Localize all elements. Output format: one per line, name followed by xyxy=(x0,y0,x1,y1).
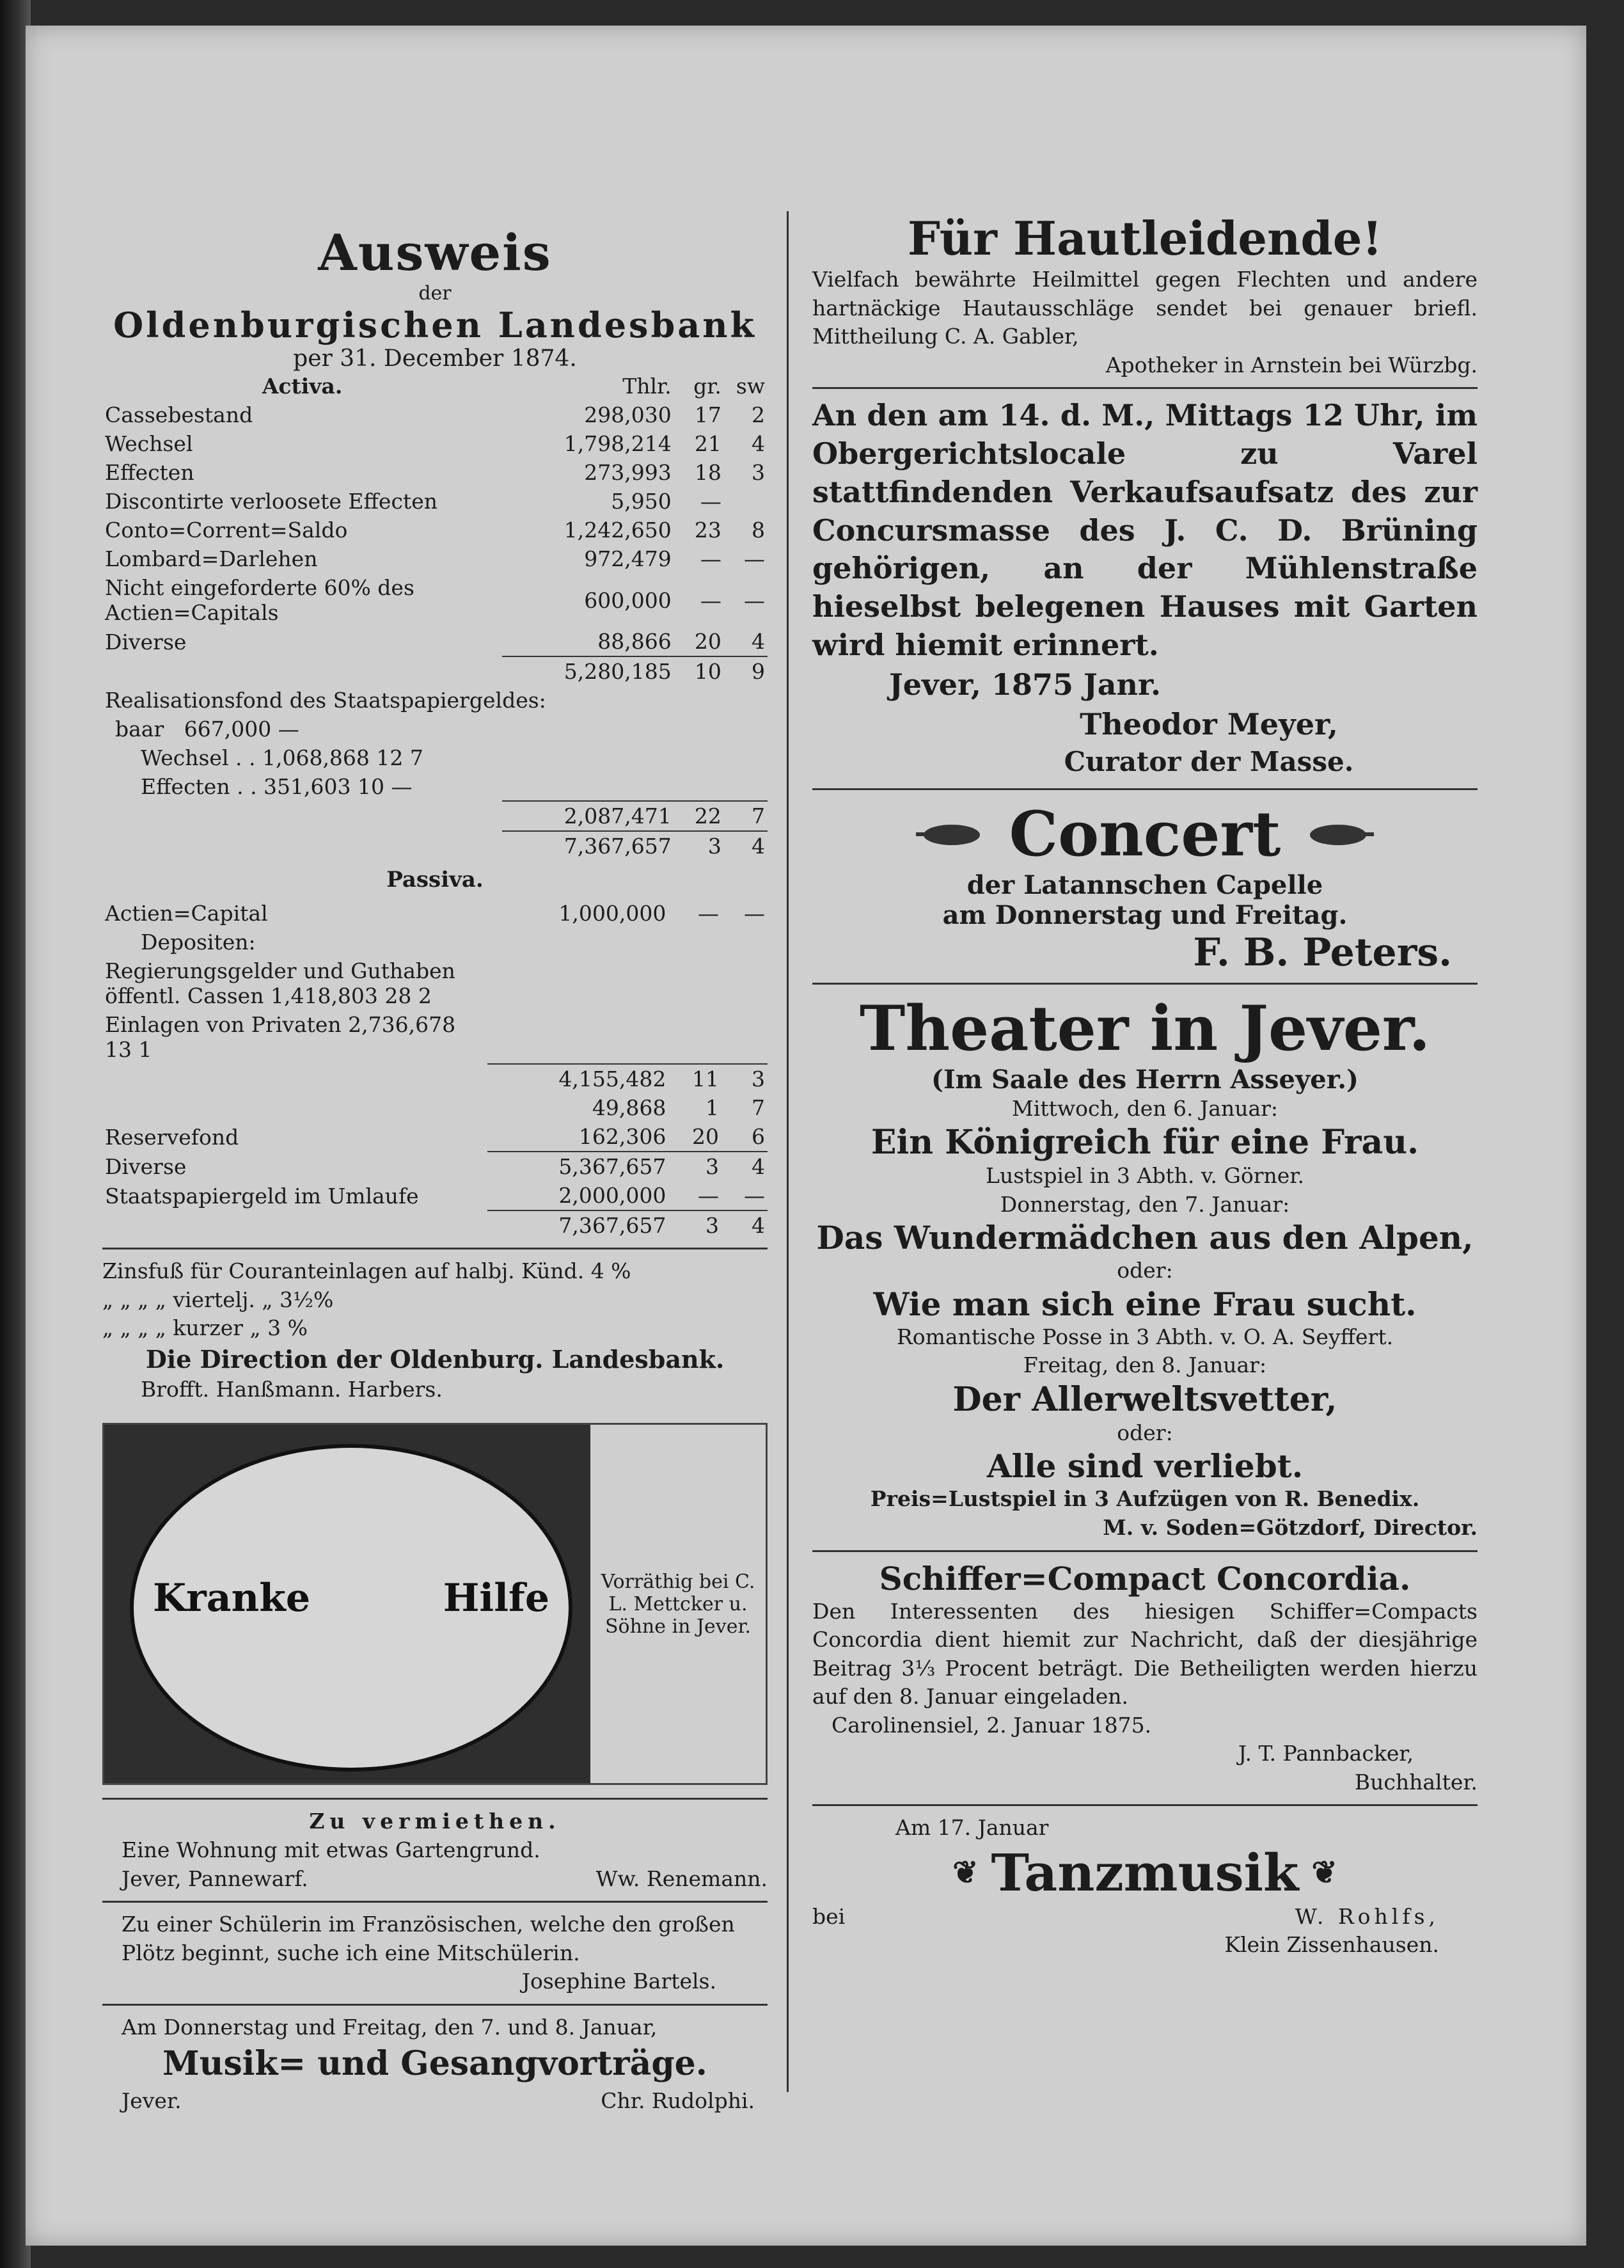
row-pf: — xyxy=(744,901,765,926)
realisation-label: Realisationsfond des Staatspapiergeldes: xyxy=(105,688,546,713)
musik-sig xyxy=(102,2087,768,2116)
theater-play1: Ein Königreich für eine Frau. xyxy=(871,1123,1419,1162)
regierung-label: Regierungsgelder und Guthaben öffentl. Cassen xyxy=(105,958,455,1008)
activa-subtotal-row xyxy=(102,656,768,686)
divider xyxy=(812,788,1478,790)
tanz-sig xyxy=(812,1903,1478,1931)
tanz-name: W. Rohlfs, xyxy=(1295,1903,1439,1929)
divider xyxy=(812,1804,1478,1806)
theater-play3b: Alle sind verliebt. xyxy=(986,1447,1304,1486)
schuelerin-name: Josephine Bartels. xyxy=(521,1969,716,1994)
balance-title: Ausweis xyxy=(318,224,552,282)
row-label: Cassebestand xyxy=(105,402,253,427)
misc-thlr: 49,868 xyxy=(592,1095,666,1120)
table-row xyxy=(102,400,768,429)
flourish-icon: ❦ xyxy=(952,1854,979,1891)
realisation-sum-pf: 7 xyxy=(724,801,768,831)
row-thlr: 600,000 xyxy=(584,587,672,613)
musik-line: Am Donnerstag und Freitag, den 7. und 8. Januar, xyxy=(122,2014,658,2040)
left-column xyxy=(102,186,768,2115)
row-thlr: 1,000,000 xyxy=(558,901,666,926)
zinsfuss-line-3: „ „ „ „ kurzer „ 3 % xyxy=(102,1315,308,1341)
effecten-value: 351,603 10 — xyxy=(264,774,413,799)
schiffer-place: Carolinensiel, 2. Januar 1875. xyxy=(832,1712,1152,1738)
row-gr: 18 xyxy=(694,460,721,485)
einlagen-row xyxy=(102,1010,768,1064)
row-label: Conto=Corrent=Saldo xyxy=(105,518,348,543)
vermiethen-sig xyxy=(102,1865,768,1894)
vermiethen-text: Eine Wohnung mit etwas Gartengrund. xyxy=(122,1837,540,1863)
divider xyxy=(102,1248,768,1249)
haut-title: Für Hautleidende! xyxy=(907,211,1383,266)
row-thlr: 5,950 xyxy=(611,489,672,514)
haut-sig: Apotheker in Arnstein bei Würzbg. xyxy=(1105,352,1478,377)
concert-name: F. B. Peters. xyxy=(1193,930,1452,975)
concert-header xyxy=(812,798,1478,870)
row-gr: — xyxy=(697,901,719,926)
unit-thlr: Thlr. xyxy=(622,374,672,399)
row-thlr: 5,367,657 xyxy=(487,1152,669,1181)
misc-pf: 7 xyxy=(752,1095,765,1120)
misc-gr: 1 xyxy=(705,1095,719,1120)
activa-table xyxy=(102,372,768,860)
book-advert-vendor: Vorräthig bei C. L. Mettcker u. Söhne in Jever. xyxy=(601,1570,755,1638)
depositen-sum-row xyxy=(102,1064,768,1093)
row-thlr: 298,030 xyxy=(584,402,672,427)
effecten-label: Effecten xyxy=(141,774,230,799)
schiffer-title: Schiffer=Compact Concordia. xyxy=(879,1559,1411,1598)
right-column xyxy=(812,186,1478,1960)
theater-day1: Mittwoch, den 6. Januar: xyxy=(1011,1095,1279,1121)
row-gr: 3 xyxy=(668,1152,721,1181)
row-thlr: 2,000,000 xyxy=(558,1183,666,1208)
musik-title: Musik= und Gesangvorträge. xyxy=(162,2044,707,2084)
unit-gr: gr. xyxy=(693,374,721,399)
activa-header: Activa. xyxy=(262,374,343,399)
row-label: Diverse xyxy=(105,1154,187,1179)
table-row xyxy=(102,516,768,544)
divider xyxy=(812,1550,1478,1552)
hilfe-word: Hilfe xyxy=(443,1576,549,1621)
row-label: Lombard=Darlehen xyxy=(105,546,318,571)
book-advert xyxy=(102,1423,768,1785)
wechsel-label: Wechsel xyxy=(141,745,229,770)
tanz-header xyxy=(812,1843,1478,1903)
row-thlr: 1,242,650 xyxy=(564,518,672,543)
passiva-total-thlr: 7,367,657 xyxy=(487,1210,669,1240)
row-pf: 8 xyxy=(752,518,765,543)
verkauf-role: Curator der Masse. xyxy=(1064,745,1354,777)
divider xyxy=(102,2004,768,2006)
baar-label: baar xyxy=(115,717,164,741)
balance-date: per 31. December 1874. xyxy=(293,345,577,372)
table-row xyxy=(102,429,768,458)
zinsfuss-line: Zinsfuß für Couranteinlagen auf halbj. Künd. 4 % xyxy=(102,1258,631,1283)
activa-total-pf: 4 xyxy=(724,831,768,860)
row-gr: — xyxy=(700,489,721,514)
regierung-value: 1,418,803 28 2 xyxy=(270,983,432,1008)
row-pf: 4 xyxy=(752,629,765,654)
activa-total-thlr: 7,367,657 xyxy=(502,831,674,860)
kranke-word: Kranke xyxy=(153,1576,311,1621)
row-label: Diverse xyxy=(105,629,187,654)
row-thlr: 88,866 xyxy=(597,629,672,654)
violin-ornament-icon xyxy=(1300,814,1376,853)
table-row xyxy=(102,627,768,656)
schiffer-name: J. T. Pannbacker, xyxy=(1238,1741,1414,1766)
concert-line2: am Donnerstag und Freitag. xyxy=(942,900,1348,930)
theater-oder2: oder: xyxy=(1117,1420,1173,1445)
theater-play3a: Der Allerweltsvetter, xyxy=(952,1379,1337,1419)
verkauf-date: Jever, 1875 Janr. xyxy=(889,667,1162,702)
verkauf-text: An den am 14. d. M., Mittags 12 Uhr, im Obergerichtslocale zu Varel stattfindenden Verkaufsaufsatz des zur Concursmasse des J. C. D. Brüning gehörigen, an der Mühlenstraße hieselbst belegenen Hauses mit Garten wird hiemit erinnert. xyxy=(812,398,1478,662)
row-label: Discontirte verloosete Effecten xyxy=(105,489,438,514)
passiva-header: Passiva. xyxy=(386,867,484,892)
tanz-bei: bei xyxy=(812,1903,846,1929)
theater-oder1: oder: xyxy=(1117,1258,1173,1283)
theater-play2b: Wie man sich eine Frau sucht. xyxy=(873,1285,1417,1323)
schiffer-role: Buchhalter. xyxy=(1354,1769,1478,1795)
row-thlr: 273,993 xyxy=(584,460,672,485)
row-gr: — xyxy=(700,546,721,571)
theater-play1-sub: Lustspiel in 3 Abth. v. Görner. xyxy=(986,1163,1304,1189)
activa-header-row xyxy=(102,372,768,400)
zinsfuss-line-2: „ „ „ „ viertelj. „ 3½% xyxy=(102,1287,334,1312)
row-pf: — xyxy=(744,587,765,613)
row-thlr: 162,306 xyxy=(578,1124,666,1149)
flourish-icon: ❦ xyxy=(1311,1854,1337,1891)
row-gr: — xyxy=(700,587,721,613)
musik-name: Chr. Rudolphi. xyxy=(601,2088,755,2113)
row-label: Reservefond xyxy=(105,1124,239,1150)
schiffer-text: Den Interessenten des hiesigen Schiffer=Compacts Concordia dient hiemit zur Nachricht, daß der diesjährige Beitrag 3⅓ Procent beträgt. Die Betheiligten werden hierzu auf den 8. Januar eingeladen. xyxy=(812,1598,1478,1709)
vermiethen-place: Jever, Pannewarf. xyxy=(122,1866,308,1891)
row-thlr: 972,479 xyxy=(584,546,672,571)
row-pf: 4 xyxy=(721,1152,768,1181)
activa-total-gr: 3 xyxy=(674,831,724,860)
depositen-sum-thlr: 4,155,482 xyxy=(487,1064,669,1093)
realisation-sum-thlr: 2,087,471 xyxy=(502,801,674,831)
row-pf: — xyxy=(744,1183,765,1208)
row-label: Wechsel xyxy=(105,431,193,456)
row-gr: 20 xyxy=(694,629,721,654)
theater-day3: Freitag, den 8. Januar: xyxy=(1023,1352,1267,1378)
row-gr: 23 xyxy=(694,518,721,543)
divider xyxy=(102,1798,768,1800)
passiva-table xyxy=(102,899,768,1240)
row-pf xyxy=(724,487,768,516)
table-row xyxy=(102,573,768,627)
concert-line1: der Latannschen Capelle xyxy=(966,869,1323,900)
passiva-total-pf: 4 xyxy=(721,1210,768,1240)
table-row xyxy=(102,1122,768,1152)
schuelerin-text: Zu einer Schülerin im Französischen, welche den großen Plötz beginnt, suche ich eine Mitschülerin. xyxy=(122,1912,735,1965)
passiva-total-row xyxy=(102,1210,768,1240)
realisation-sum-row xyxy=(102,801,768,831)
activa-total-row xyxy=(102,831,768,860)
divider xyxy=(812,387,1478,389)
table-row xyxy=(102,487,768,516)
einlagen-value: 2,736,678 13 1 xyxy=(105,1012,456,1062)
row-pf: 2 xyxy=(752,402,765,427)
table-row xyxy=(102,899,768,928)
wechsel-value: 1,068,868 12 7 xyxy=(262,745,423,770)
row-gr: — xyxy=(697,1183,719,1208)
row-gr: 21 xyxy=(694,431,721,456)
divider xyxy=(812,983,1478,985)
row-pf: — xyxy=(744,546,765,571)
row-pf: 4 xyxy=(752,431,765,456)
table-row xyxy=(102,544,768,573)
depositen-sum-pf: 3 xyxy=(721,1064,768,1093)
theater-day2: Donnerstag, den 7. Januar: xyxy=(1000,1191,1290,1217)
book-advert-image xyxy=(104,1425,590,1783)
theater-venue: (Im Saale des Herrn Asseyer.) xyxy=(931,1064,1359,1095)
table-row xyxy=(102,458,768,487)
oval-frame xyxy=(130,1444,572,1772)
depositen-row xyxy=(102,928,768,956)
verkauf-name: Theodor Meyer, xyxy=(1080,706,1338,741)
subtotal-pf: 9 xyxy=(724,656,768,686)
table-row xyxy=(102,1152,768,1181)
realisation-baar-row xyxy=(102,715,768,743)
row-label: Nicht eingeforderte 60% des Actien=Capitals xyxy=(105,575,414,625)
row-thlr: 1,798,214 xyxy=(564,431,672,456)
tanz-title: Tanzmusik xyxy=(991,1842,1299,1903)
theater-play2a: Das Wundermädchen aus den Alpen, xyxy=(816,1219,1474,1257)
tanz-place: Klein Zissenhausen. xyxy=(1224,1932,1439,1958)
haut-text: Vielfach bewährte Heilmittel gegen Flechten und andere hartnäckige Hautausschläge sendet bei genauer briefl. Mittheilung C. A. Gabler, xyxy=(812,267,1478,349)
row-label: Staatspapiergeld im Umlaufe xyxy=(105,1183,419,1209)
column-divider xyxy=(787,211,789,2092)
vermiethen-title: Zu vermiethen. xyxy=(309,1809,561,1834)
violin-ornament-icon xyxy=(913,814,990,853)
direction-names: Brofft. Hanßmann. Harbers. xyxy=(141,1376,443,1402)
subtotal-thlr: 5,280,185 xyxy=(502,656,674,686)
vermiethen-name: Ww. Renemann. xyxy=(595,1866,768,1891)
regierung-row xyxy=(102,956,768,1010)
row-label: Actien=Capital xyxy=(105,901,268,926)
direction-line: Die Direction der Oldenburg. Landesbank. xyxy=(145,1344,725,1374)
theater-play2-sub: Romantische Posse in 3 Abth. v. O. A. Seyffert. xyxy=(896,1324,1394,1349)
depositen-label: Depositen: xyxy=(141,930,256,955)
musik-place: Jever. xyxy=(122,2088,182,2113)
realisation-sum-gr: 22 xyxy=(674,801,724,831)
baar-value: 667,000 — xyxy=(184,717,299,741)
tanz-date: Am 17. Januar xyxy=(895,1815,1049,1841)
row-gr: 17 xyxy=(694,402,721,427)
subtotal-gr: 10 xyxy=(674,656,724,686)
theater-director: M. v. Soden=Götzdorf, Director. xyxy=(1103,1515,1478,1541)
realisation-row xyxy=(102,686,768,715)
depositen-sum-gr: 11 xyxy=(668,1064,721,1093)
row-pf: 6 xyxy=(752,1124,765,1149)
realisation-effecten-row: Effecten . . 351,603 10 — xyxy=(141,774,413,799)
passiva-total-gr: 3 xyxy=(668,1210,721,1240)
einlagen-label: Einlagen von Privaten xyxy=(105,1012,342,1037)
newspaper-page xyxy=(26,26,1586,2246)
theater-play3-sub: Preis=Lustspiel in 3 Aufzügen von R. Benedix. xyxy=(870,1486,1420,1512)
balance-bank: Oldenburgischen Landesbank xyxy=(113,305,757,345)
misc-row xyxy=(102,1093,768,1122)
row-gr: 20 xyxy=(691,1124,719,1149)
theater-title: Theater in Jever. xyxy=(859,992,1431,1065)
table-row xyxy=(102,1181,768,1210)
divider xyxy=(102,1901,768,1903)
realisation-wechsel-row: Wechsel . . 1,068,868 12 7 xyxy=(141,745,423,770)
unit-pf: sw xyxy=(736,374,765,399)
row-label: Effecten xyxy=(105,460,194,485)
row-pf: 3 xyxy=(752,460,765,485)
concert-title: Concert xyxy=(1009,797,1281,870)
balance-of: der xyxy=(418,282,452,305)
